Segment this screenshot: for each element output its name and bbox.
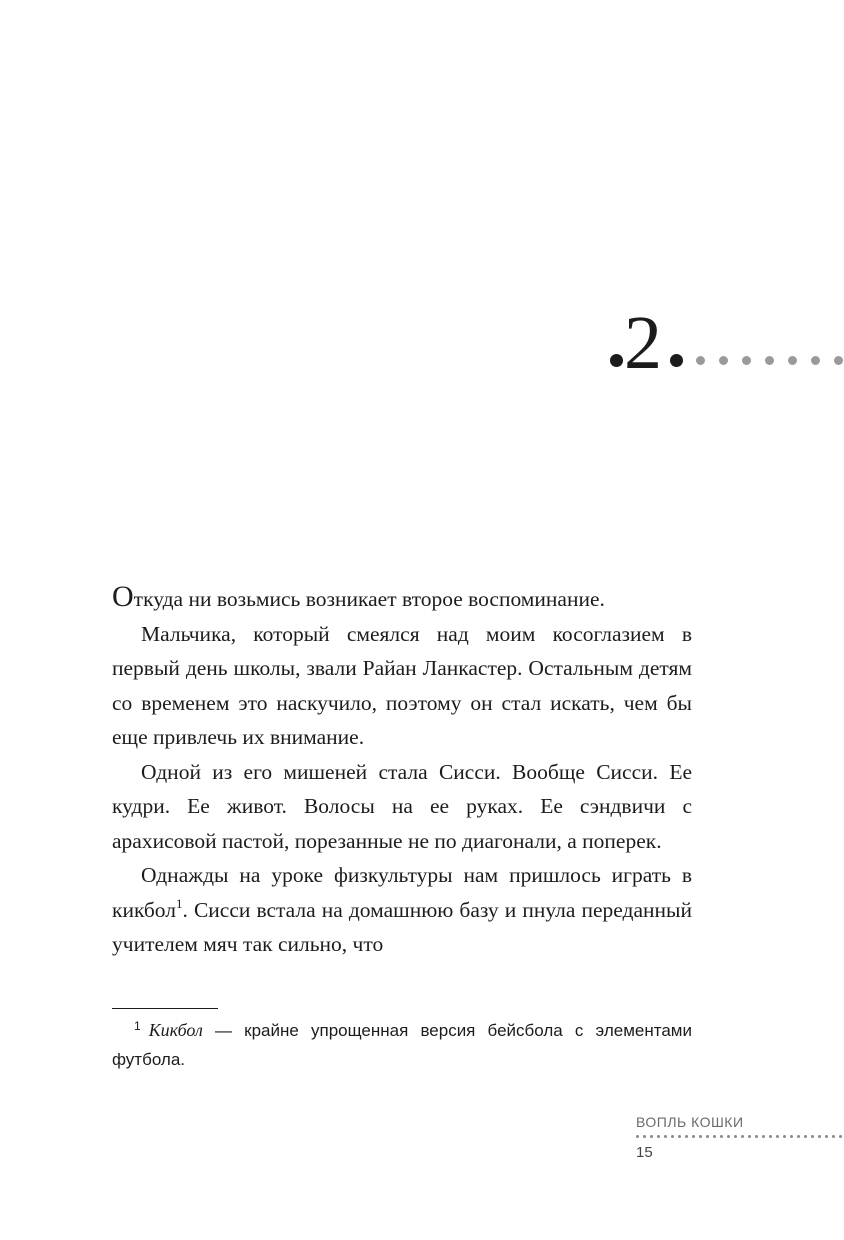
drop-cap: О	[112, 580, 134, 613]
footnote-number: 1	[134, 1019, 141, 1033]
rule-dot	[818, 1135, 821, 1138]
paragraph: Одной из его мишеней стала Сисси. Вообще Сисси. Ее кудри. Ее живот. Волосы на ее руках. Ее сэндвичи с арахисовой пастой, порезанные не по диагонали, а поперек.	[112, 759, 692, 853]
running-title: ВОПЛЬ КОШКИ	[636, 1114, 744, 1130]
leader-dot	[834, 356, 843, 365]
page-number: 15	[636, 1144, 653, 1161]
paragraph	[112, 582, 692, 617]
footnote-definition: — крайне упрощенная версия бейсбола с элементами футбола.	[112, 1021, 692, 1069]
footnote-reference[interactable]: 1	[176, 895, 183, 911]
rule-dot	[839, 1135, 842, 1138]
chapter-number-right-dot	[670, 354, 683, 367]
rule-dot	[685, 1135, 688, 1138]
rule-dot	[720, 1135, 723, 1138]
rule-dot	[741, 1135, 744, 1138]
footnote	[112, 1016, 692, 1074]
leader-dot	[811, 356, 820, 365]
leader-dot	[696, 356, 705, 365]
rule-dot	[804, 1135, 807, 1138]
rule-dot	[664, 1135, 667, 1138]
paragraph	[112, 858, 692, 962]
rule-dot	[762, 1135, 765, 1138]
rule-dot	[769, 1135, 772, 1138]
rule-dot	[643, 1135, 646, 1138]
rule-dot	[797, 1135, 800, 1138]
paragraph-text: Однажды на уроке физкультуры нам пришлось играть в кикбол	[112, 863, 692, 922]
rule-dot	[636, 1135, 639, 1138]
rule-dot	[657, 1135, 660, 1138]
rule-dot	[706, 1135, 709, 1138]
body-text	[112, 582, 692, 962]
rule-dot	[671, 1135, 674, 1138]
leader-dot	[719, 356, 728, 365]
chapter-number: 2	[624, 301, 662, 385]
paragraph-text: ткуда ни возьмись возникает второе воспоминание.	[133, 587, 605, 611]
footnote-term: Кикбол	[148, 1020, 203, 1040]
rule-dot	[713, 1135, 716, 1138]
rule-dot	[678, 1135, 681, 1138]
paragraph-text: . Сисси встала на домашнюю базу и пнула переданный учителем мяч так сильно, что	[112, 897, 692, 956]
rule-dot	[832, 1135, 835, 1138]
leader-dot	[765, 356, 774, 365]
footnote-text	[112, 1016, 692, 1074]
leader-dot	[742, 356, 751, 365]
rule-dot	[790, 1135, 793, 1138]
rule-dot	[734, 1135, 737, 1138]
rule-dot	[748, 1135, 751, 1138]
leader-dot	[788, 356, 797, 365]
rule-dot	[783, 1135, 786, 1138]
rule-dot	[699, 1135, 702, 1138]
rule-dot	[811, 1135, 814, 1138]
chapter-number-left-dot	[610, 354, 623, 367]
rule-dot	[755, 1135, 758, 1138]
rule-dot	[825, 1135, 828, 1138]
rule-dot	[692, 1135, 695, 1138]
rule-dot	[650, 1135, 653, 1138]
rule-dot	[776, 1135, 779, 1138]
rule-dot	[727, 1135, 730, 1138]
footnote-separator	[112, 1008, 218, 1009]
running-title-dotted-rule	[636, 1134, 844, 1140]
paragraph: Мальчика, который смеялся над моим косоглазием в первый день школы, звали Райан Ланкастер. Остальным детям со временем это наскучило, поэтому он стал искать, чем бы еще привлечь их внимание.	[112, 621, 692, 749]
